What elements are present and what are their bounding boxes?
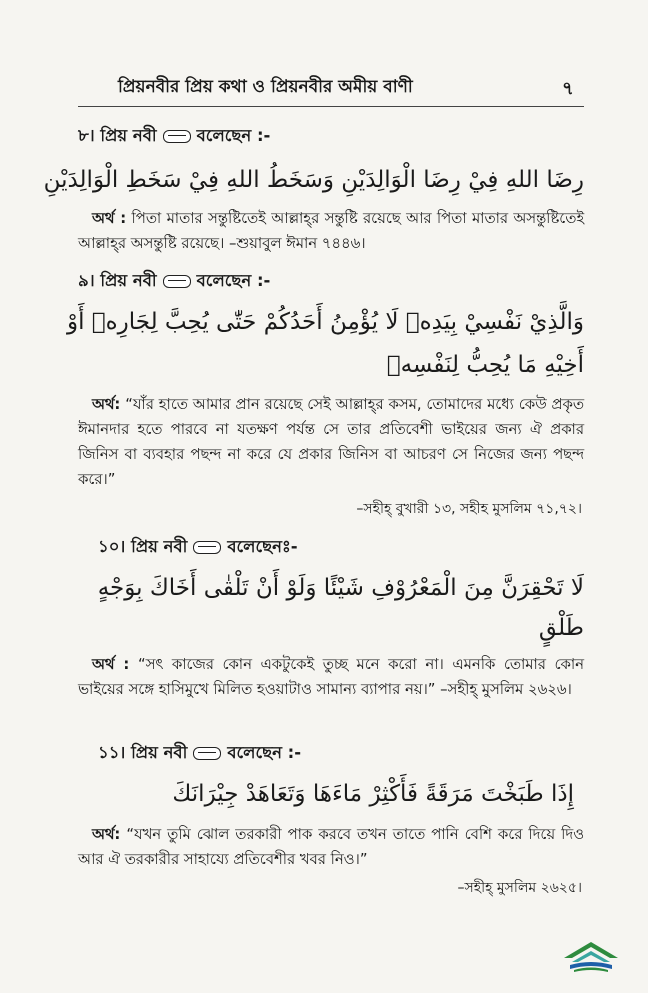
header-rule (78, 106, 584, 107)
salawat-icon (163, 275, 191, 288)
reference-9: –সহীহ্ বুখারী ১৩, সহীহ মুসলিম ৭১,৭২। (356, 501, 582, 517)
translation-9 (78, 392, 584, 492)
heading-text: প্রিয় নবী (100, 126, 157, 145)
arabic-text-10-line2: طَلْقٍ (538, 615, 584, 641)
translation-text: “যখন তুমি ঝোল তরকারী পাক করবে তখন তাতে পানি বেশি করে দিয়ে দিও আর ঐ তরকারীর সাহায্যে প্রতিবেশীর খবর নিও।” (78, 826, 584, 868)
translation-text: “যাঁর হাতে আমার প্রান রয়েছে সেই আল্লাহ্‌র কসম, তোমাদের মধ্যে কেউ প্রকৃত ঈমানদার হতে পারবে না যতক্ষণ পর্যন্ত সে তার প্রতিবেশী ভাইয়ের জন্য ঐ প্রকার জিনিস বা ব্যবহার পছন্দ না করে যে প্রকার জিনিস বা আচরণ সে নিজের জন্য পছন্দ করে।” (78, 396, 584, 488)
reference-11: –সহীহ্ মুসলিম ২৬২৫। (457, 880, 582, 896)
heading-tail: বলেছেন :- (196, 271, 271, 290)
translation-text: পিতা মাতার সন্তুষ্টিতেই আল্লাহ্‌র সন্তুষ্টি রয়েছে আর পিতা মাতার অসন্তুষ্টিতেই আল্লাহ্‌র অসন্তুষ্টি রয়েছে। –শুয়াবুল ঈমান ৭৪৪৬। (78, 210, 585, 252)
heading-number: ১১। (98, 743, 126, 762)
salawat-icon (193, 747, 221, 760)
arabic-text-9-line2: أَخِيْهِ مَا يُحِبُّ لِنَفْسِهٖ (386, 352, 584, 378)
heading-text: প্রিয় নবী (100, 271, 157, 290)
page-number: ৭ (562, 78, 574, 99)
salawat-icon (193, 541, 221, 554)
logo-green-chevron (564, 942, 618, 958)
translation-label: অর্থ: (92, 826, 121, 843)
arabic-text-8: رِضَا اللهِ فِيْ رِضَا الْوَالِدَيْنِ وَسَخَطُ اللهِ فِيْ سَخَطِ الْوَالِدَيْنِ (43, 167, 584, 193)
heading-tail: বলেছেন :- (196, 126, 271, 145)
publisher-logo-icon (560, 938, 622, 974)
translation-label: অর্থ : (92, 656, 130, 673)
heading-number: ৮। (78, 126, 95, 145)
translation-text: “সৎ কাজের কোন একটুকেই তুচ্ছ মনে করো না। এমনকি তোমার কোন ভাইয়ের সঙ্গে হাসিমুখে মিলিত হওয়াটাও সামান্য ব্যাপার নয়।” –সহীহ্ মুসলিম ২৬২৬। (78, 656, 584, 698)
heading-number: ১০। (98, 537, 126, 556)
arabic-text-9-line1: وَالَّذِيْ نَفْسِيْ بِيَدِهٖ لَا يُؤْمِنُ أَحَدُكُمْ حَتّٰى يُحِبَّ لِجَارِهٖ أَوْ (66, 309, 584, 335)
translation-8 (78, 206, 584, 256)
heading-text: প্রিয় নবী (131, 537, 188, 556)
heading-tail: বলেছেনঃ- (227, 537, 298, 556)
hadith-heading-9 (78, 268, 270, 295)
arabic-text-11: إِذَا طَبَخْتَ مَرَقَةً فَأَكْثِرْ مَاءَهَا وَتَعَاهَدْ جِيْرَانَكَ (172, 781, 574, 807)
translation-label: অর্থ: (92, 396, 121, 413)
hadith-heading-8 (78, 123, 270, 150)
heading-text: প্রিয় নবী (131, 743, 188, 762)
arabic-text-10-line1: لَا تَحْقِرَنَّ مِنَ الْمَعْرُوْفِ شَيْئًا وَلَوْ أَنْ تَلْقٰى أَخَاكَ بِوَجْهٍ (97, 575, 584, 601)
hadith-heading-10 (98, 534, 298, 561)
logo-green-book (574, 968, 608, 973)
heading-number: ৯। (78, 271, 95, 290)
translation-11 (78, 822, 584, 872)
page-header-title: প্রিয়নবীর প্রিয় কথা ও প্রিয়নবীর অমীয় বাণী (118, 77, 413, 97)
translation-label: অর্থ : (92, 210, 127, 227)
translation-10 (78, 652, 584, 702)
heading-tail: বলেছেন :- (227, 743, 302, 762)
salawat-icon (163, 130, 191, 143)
hadith-heading-11 (98, 740, 301, 767)
